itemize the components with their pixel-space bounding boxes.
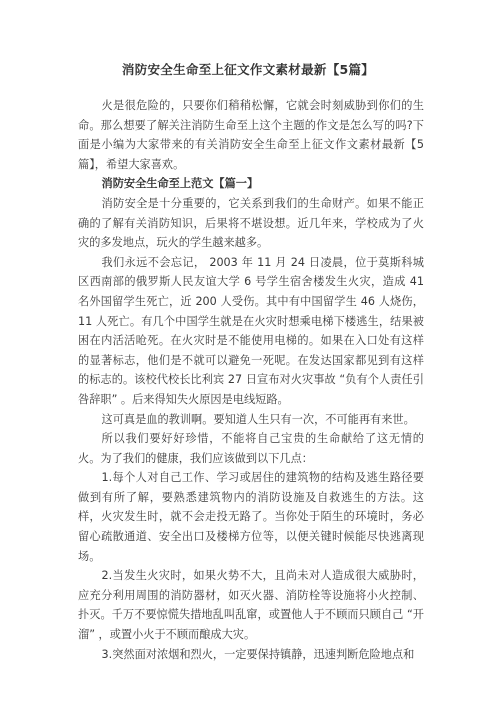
body-paragraph: 消防安全是十分重要的，它关系到我们的生命财产。如果不能正确的了解有关消防知识，后果将不堪设想。近几年来，学校成为了火灾的多发地点，玩火的学生越来越多。 <box>78 196 424 250</box>
list-item-paragraph: 1.每个人对自己工作、学习或居住的建筑物的结构及逃生路径要做到有所了解，要熟悉建筑物内的消防设施及自救逃生的方法。这样，火灾发生时，就不会走投无路了。当你处于陌生的环境时，务必留心疏散通道、安全出口及楼梯方位等，以便关键时候能尽快逃离现场。 <box>78 471 424 563</box>
list-item-paragraph: 3.突然面对浓烟和烈火，一定要保持镇静，迅速判断危险地点和 <box>101 647 415 661</box>
section-heading: 消防安全生命至上范文【篇一】 <box>101 177 259 191</box>
document-title: 消防安全生命至上征文作文素材最新【5篇】 <box>121 62 375 77</box>
body-paragraph: 这可真是血的教训啊。要知道人生只有一次，不可能再有来世。 <box>101 412 415 426</box>
body-paragraph: 我们永远不会忘记， 2003 年 11 月 24 日凌晨，位于莫斯科城区西南部的俄罗斯人民友谊大学 6 号学生宿舍楼发生火灾，造成 41 名外国留学生死亡，近 200 人受伤。其中有中国留学生 46 人烧伤， 11 人死亡。有几个中国学生就是在火灾时想乘电梯下楼逃生，结果被困在内活活呛死。在火灾时是不能使用电梯的。如果在入口处有这样的显著标志，他们是不就可以避免一死呢。在发达国家都见到有这样的标志的。该校代校长比利宾 27 日宣布对火灾事故 “负有个人责任引咎辞职” 。后来得知失火原因是电线短路。 <box>78 255 424 406</box>
intro-paragraph: 火是很危险的，只要你们稍稍松懈，它就会时刻威胁到你们的生命。那么想要了解关注消防生命至上这个主题的作文是怎么写的吗?下面是小编为大家带来的有关消防安全生命至上征文作文素材最新【5篇】，希望大家喜欢。 <box>78 99 424 171</box>
document-body <box>78 96 424 664</box>
list-item-paragraph: 2.当发生火灾时，如果火势不大，且尚未对人造成很大威胁时，应充分利用周围的消防器材，如灭火器、消防栓等设施将小火控制、扑灭。千万不要惊慌失措地乱叫乱窜，或置他人于不顾而只顾自己 “开溜” ，或置小火于不顾而酿成大灾。 <box>78 569 424 642</box>
body-paragraph: 所以我们要好好珍惜，不能将自己宝贵的生命献给了这无情的火。为了我们的健康，我们应该做到以下几点： <box>78 432 424 465</box>
